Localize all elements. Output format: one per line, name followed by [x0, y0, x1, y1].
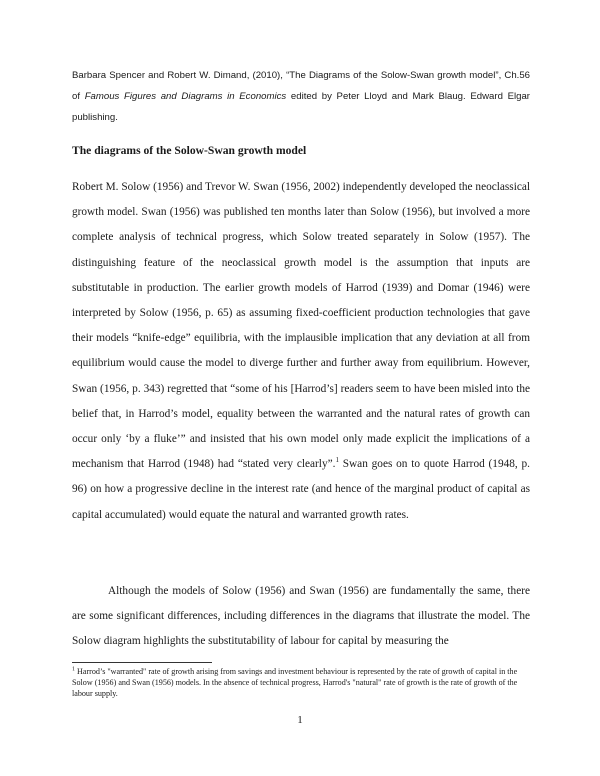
- citation-authors-and-title: Barbara Spencer and Robert W. Dimand, (2010), “The Diagrams of the Solow-Swan growth model”, Ch.56 of: [72, 70, 530, 102]
- paragraph-1: [72, 175, 530, 528]
- paragraph-1-continuation: Swan goes on to quote Harrod (1948, p. 96) on how a progressive decline in the interest rate (and hence of the marginal product of capital as capital accumulated) would equate the natural and warranted growth rates.: [72, 458, 530, 521]
- citation: [72, 65, 530, 128]
- footnote-reference[interactable]: 1: [335, 456, 339, 465]
- section-heading: The diagrams of the Solow-Swan growth model: [72, 144, 307, 157]
- footnote-marker: 1: [72, 666, 75, 673]
- footnote-text: Harrod’s "warranted" rate of growth arising from savings and investment behaviour is represented by the rate of growth of capital in the Solow (1956) and Swan (1956) models. In the absence of technical progress, Harrod's "natural" rate of growth is the rate of growth of the labour supply.: [72, 667, 518, 699]
- footnote-divider: [72, 662, 212, 663]
- citation-editors-publisher: edited by Peter Lloyd and Mark Blaug. Edward Elgar publishing.: [72, 91, 530, 123]
- paragraph-2: Although the models of Solow (1956) and Swan (1956) are fundamentally the same, there are some significant differences, including differences in the diagrams that illustrate the model. The Solow diagram highlights the substitutability of labour for capital by measuring the: [72, 585, 530, 648]
- paragraph-1-text: Robert M. Solow (1956) and Trevor W. Swan (1956, 2002) independently developed the neoclassical growth model. Swan (1956) was published ten months later than Solow (1956), but involved a more complete analysis of technical progress, which Solow treated separately in Solow (1957). The distinguishing feature of the neoclassical growth model is the assumption that inputs are substitutable in production. The earlier growth models of Harrod (1939) and Domar (1946) were interpreted by Solow (1956, p. 65) as assuming fixed-coefficient production technologies that gave their models “knife-edge” equilibria, with the implausible implication that any deviation at all from equilibrium would cause the model to diverge further and further away from equilibrium. However, Swan (1956, p. 343) regretted that “some of his [Harrod’s] readers seem to have been misled into the belief that, in Harrod’s model, equality between the warranted and the natural rates of growth can occur only ‘by a fluke’” and insisted that his own model only made explicit the implications of a mechanism that Harrod (1948) had “stated very clearly”.: [72, 181, 530, 471]
- citation-book-title: Famous Figures and Diagrams in Economics: [84, 91, 287, 102]
- page-number: 1: [297, 714, 303, 726]
- footnote: [72, 666, 530, 700]
